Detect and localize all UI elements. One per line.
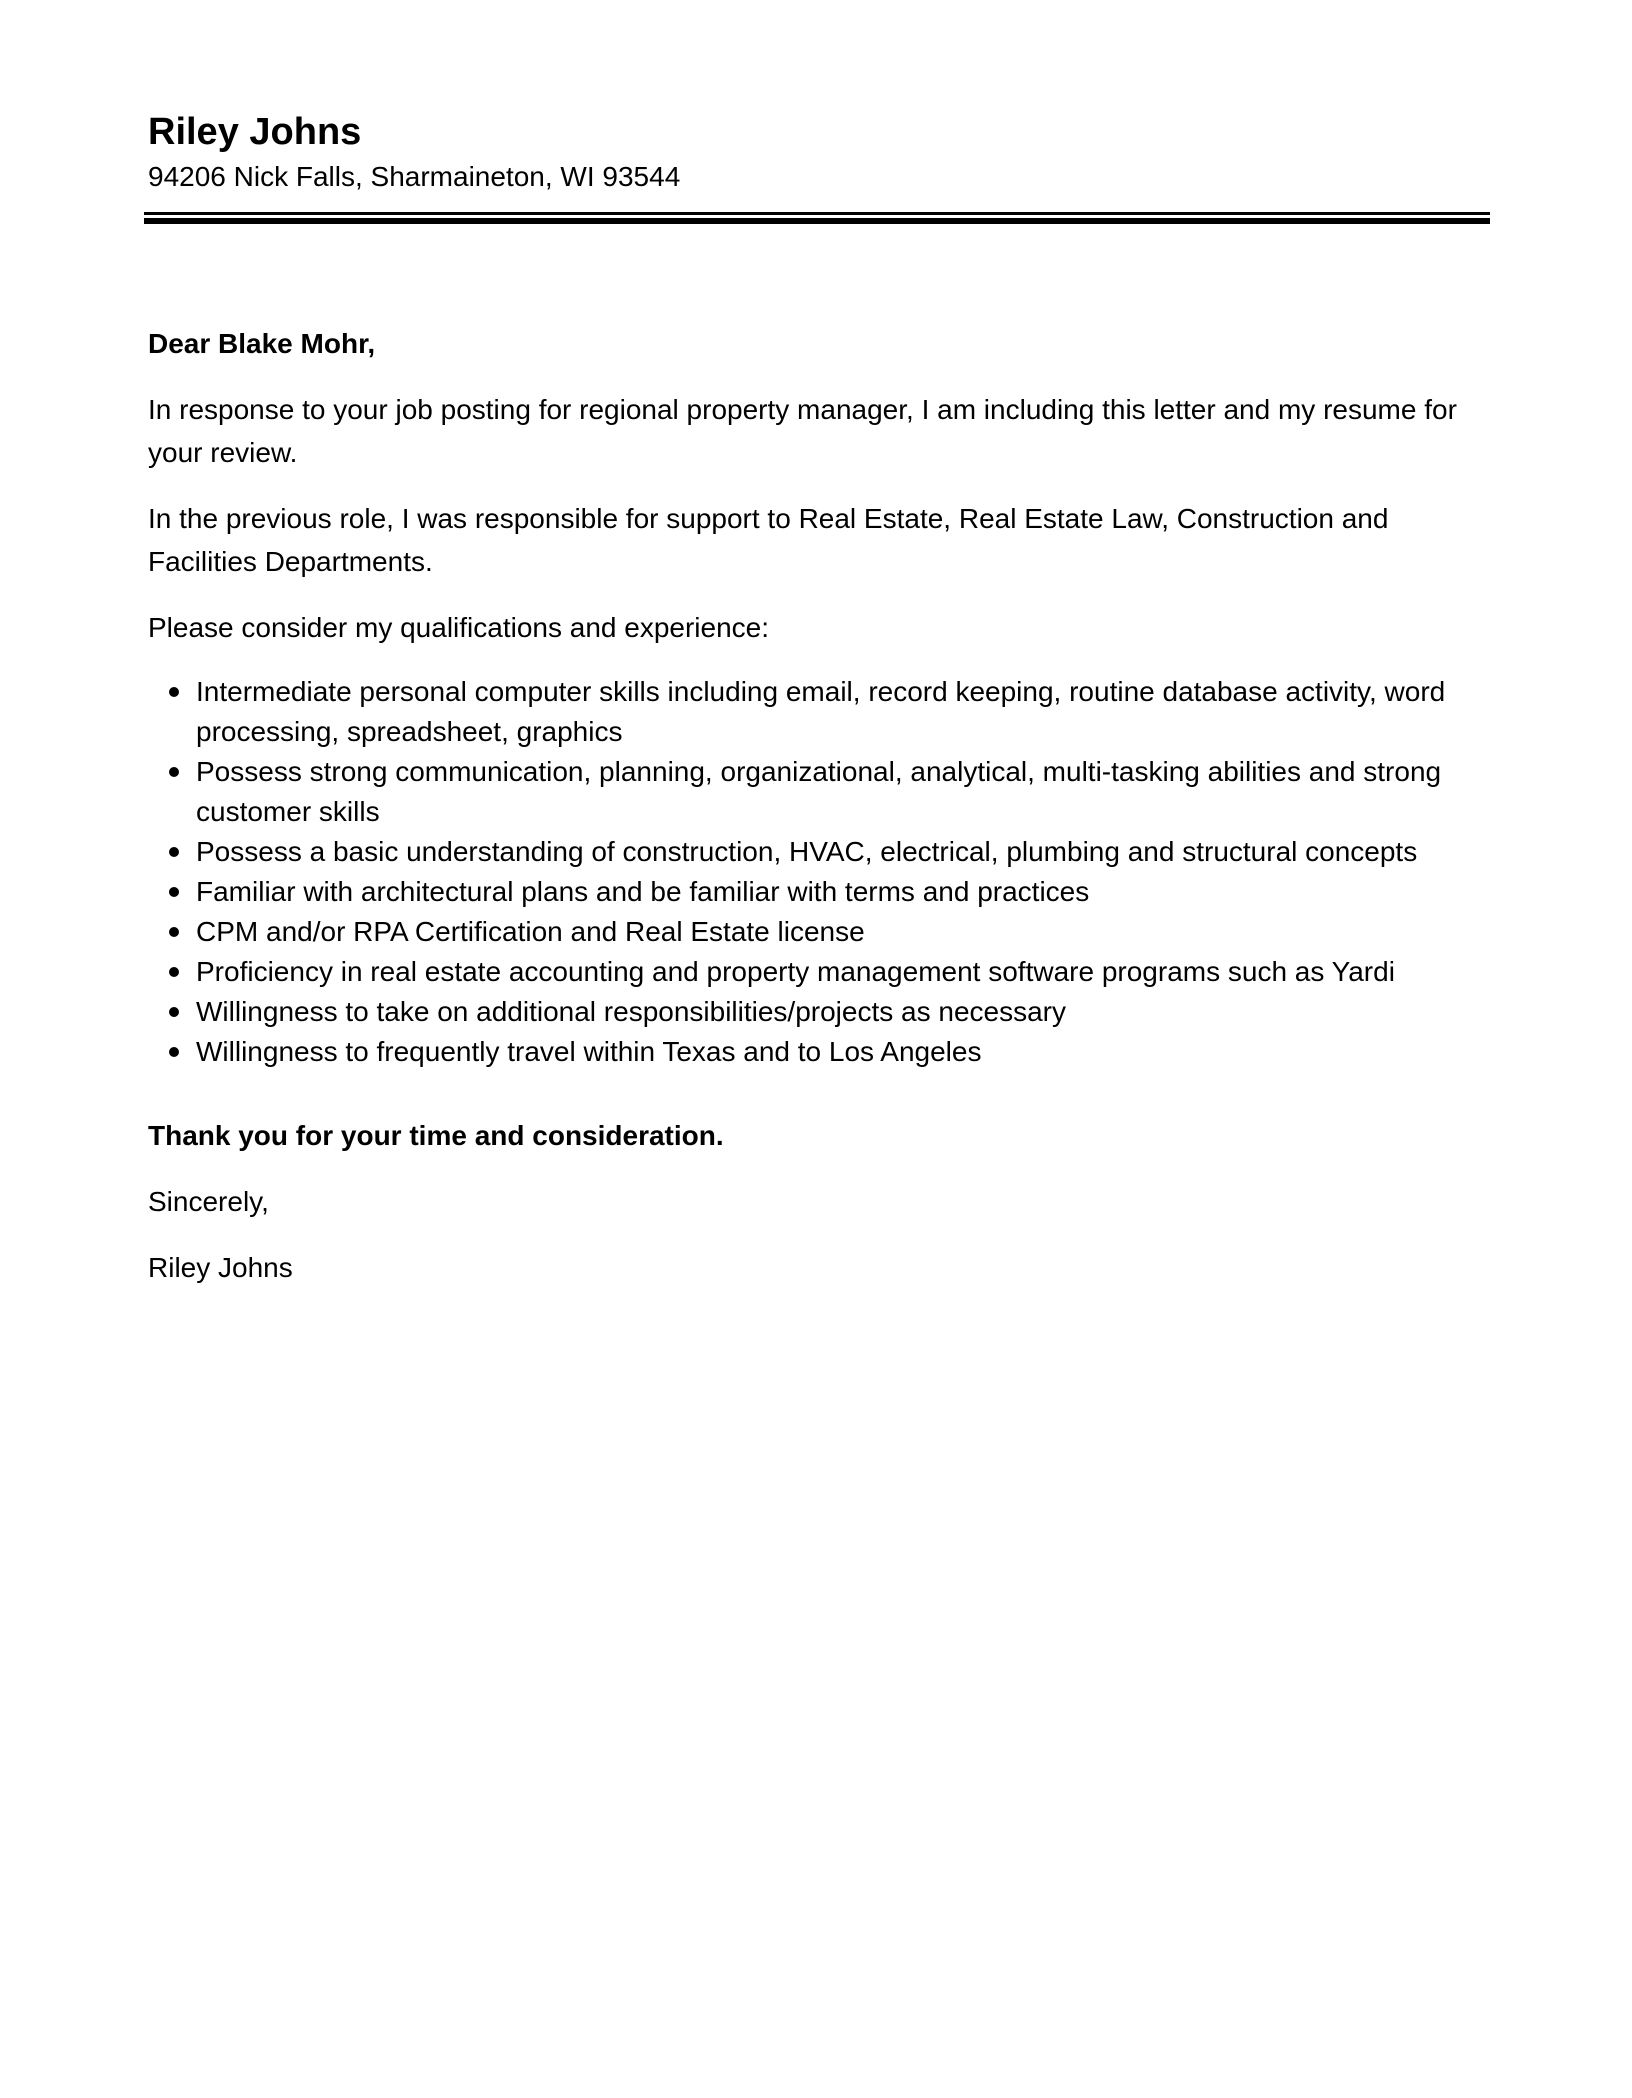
- divider-thin-line: [144, 212, 1490, 215]
- list-item: Possess strong communication, planning, organizational, analytical, multi-tasking abilities and strong customer skills: [148, 752, 1488, 832]
- header-divider: [144, 212, 1490, 224]
- paragraph-intro: In response to your job posting for regional property manager, I am including this letter and my resume for your review.: [148, 394, 1457, 468]
- list-item: Willingness to frequently travel within Texas and to Los Angeles: [148, 1032, 1488, 1072]
- paragraph-previous-role: In the previous role, I was responsible for support to Real Estate, Real Estate Law, Construction and Facilities Departments.: [148, 503, 1389, 577]
- sender-address: 94206 Nick Falls, Sharmaineton, WI 93544: [148, 161, 681, 192]
- list-item: CPM and/or RPA Certification and Real Estate license: [148, 912, 1488, 952]
- letter-body: [148, 322, 1488, 1312]
- list-item: Possess a basic understanding of construction, HVAC, electrical, plumbing and structural concepts: [148, 832, 1488, 872]
- list-item: Familiar with architectural plans and be familiar with terms and practices: [148, 872, 1488, 912]
- sender-name: Riley Johns: [148, 111, 362, 153]
- list-item: Proficiency in real estate accounting and property management software programs such as Yardi: [148, 952, 1488, 992]
- letter-header: [148, 108, 1488, 196]
- closing-line: Thank you for your time and consideration.: [148, 1120, 724, 1151]
- list-item: Intermediate personal computer skills including email, record keeping, routine database activity, word processing, spreadsheet, graphics: [148, 672, 1488, 752]
- signoff: Sincerely,: [148, 1186, 269, 1217]
- signature-name: Riley Johns: [148, 1252, 293, 1283]
- paragraph-qualifications-intro: Please consider my qualifications and experience:: [148, 612, 770, 643]
- qualifications-list: [148, 672, 1488, 1072]
- divider-thick-line: [144, 218, 1490, 224]
- salutation: Dear Blake Mohr,: [148, 328, 376, 359]
- list-item: Willingness to take on additional responsibilities/projects as necessary: [148, 992, 1488, 1032]
